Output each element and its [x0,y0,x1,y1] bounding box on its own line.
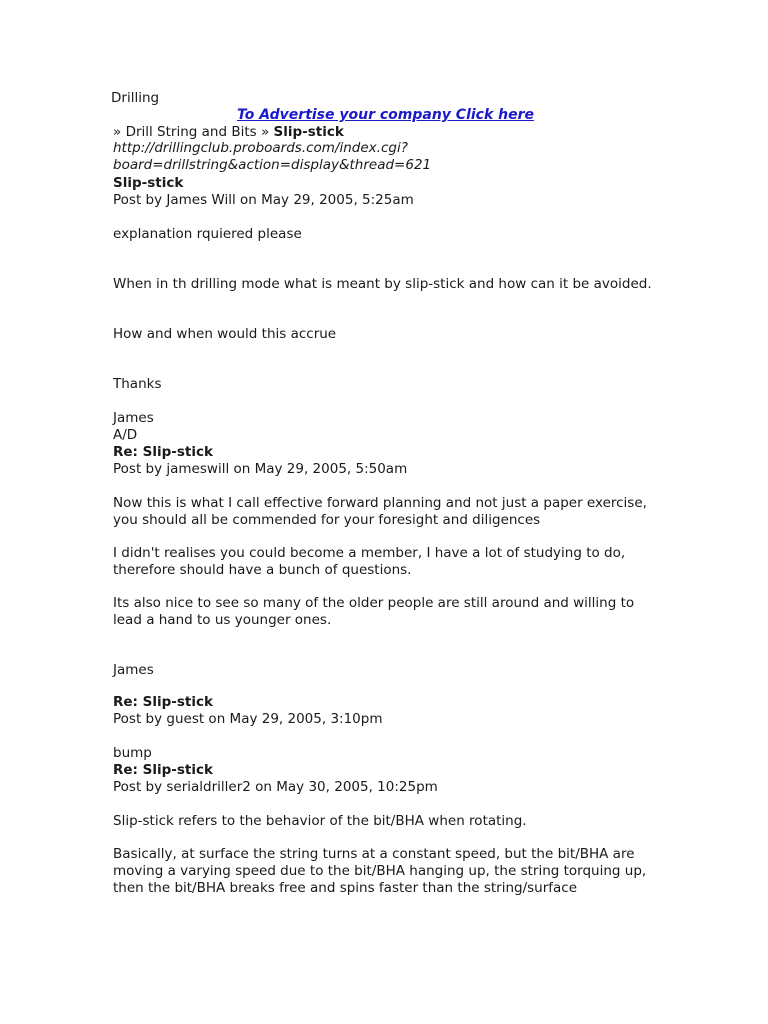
post-paragraph: Basically, at surface the string turns at a constant speed, but the bit/BHA are moving a varying speed due to the bit/BHA hanging up, the string torquing up, then the bit/BHA breaks free and spins faster than the string/surface [113,846,647,896]
post-subject: Slip-stick [113,175,184,191]
post-paragraph: Thanks [113,376,162,392]
post-paragraph: How and when would this accrue [113,326,337,342]
post-paragraph: explanation rquiered please [113,226,302,242]
breadcrumb-separator: » [256,124,274,140]
section-title: Drilling [111,90,160,106]
breadcrumb-prefix: » [113,124,126,140]
breadcrumb-current: Slip-stick [273,124,344,140]
post-subject: Re: Slip-stick [113,694,213,710]
post-paragraph: When in th drilling mode what is meant by slip-stick and how can it be avoided. [113,276,652,292]
post-subject: Re: Slip-stick [113,762,213,778]
post-paragraph: I didn't realises you could become a member, I have a lot of studying to do, therefore should have a bunch of questions. [113,545,626,578]
post-paragraph: Its also nice to see so many of the older people are still around and willing to lead a hand to us younger ones. [113,595,635,628]
post-byline: Post by James Will on May 29, 2005, 5:25am [113,192,414,208]
post-signature: James [113,410,154,426]
breadcrumb [113,124,344,141]
breadcrumb-board-link[interactable]: Drill String and Bits [125,124,257,140]
post-byline: Post by guest on May 29, 2005, 3:10pm [113,711,383,727]
post-paragraph: bump [113,745,152,761]
post-byline: Post by jameswill on May 29, 2005, 5:50am [113,461,408,477]
post-paragraph: Slip-stick refers to the behavior of the bit/BHA when rotating. [113,813,527,829]
advertise-link[interactable]: To Advertise your company Click here [237,107,535,123]
post-subject: Re: Slip-stick [113,444,213,460]
post-paragraph: Now this is what I call effective forward planning and not just a paper exercise, you should all be commended for your foresight and diligences [113,495,647,528]
thread-url-line1: http://drillingclub.proboards.com/index.cgi? [113,140,408,156]
thread-url-line2: board=drillstring&action=display&thread=621 [113,157,432,173]
post-signature: A/D [113,427,138,443]
post-byline: Post by serialdriller2 on May 30, 2005, 10:25pm [113,779,438,795]
post-signature: James [113,662,154,678]
